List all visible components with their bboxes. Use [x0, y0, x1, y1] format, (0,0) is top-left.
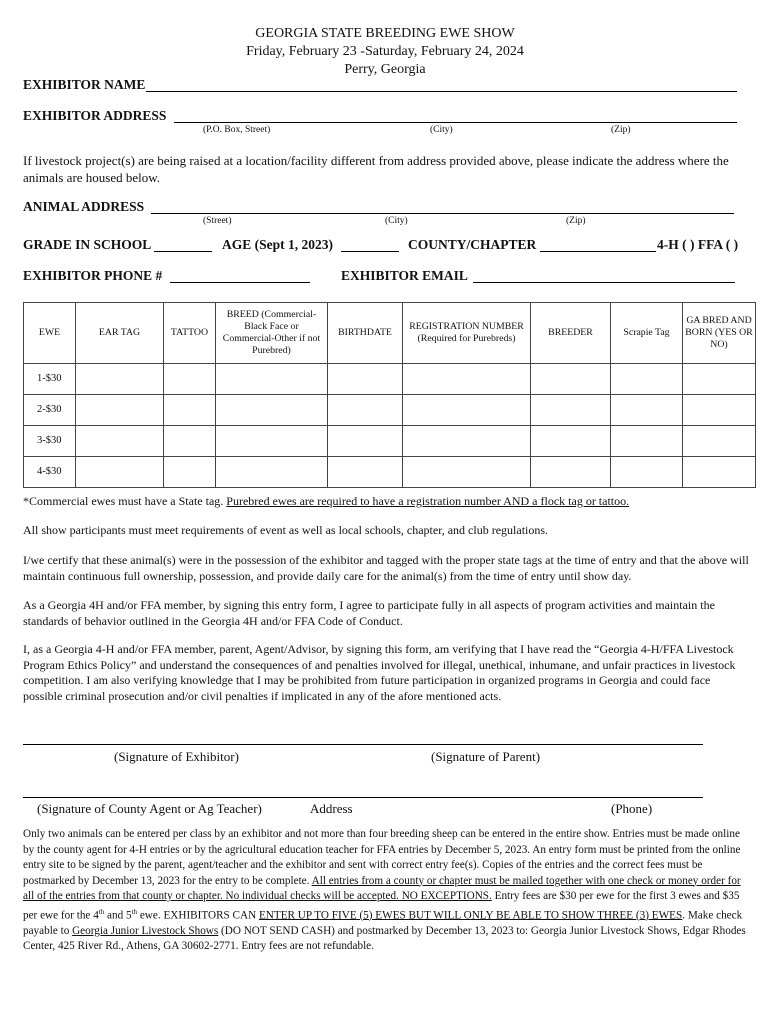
- agent-phone-label: (Phone): [611, 801, 653, 816]
- table-cell[interactable]: [164, 364, 216, 395]
- age-field[interactable]: [341, 251, 399, 252]
- table-cell[interactable]: [531, 426, 611, 457]
- table-cell[interactable]: [328, 364, 403, 395]
- instructions-text: (DO NOT SEND CASH) and postmarked by December 13, 2023 to: Georgia Junior Livestock Shows, Edgar Rhodes Center, 425 River Rd., Athens, GA 30602-2771. Entry fees are not refundable.: [23, 924, 746, 953]
- table-cell[interactable]: [611, 457, 683, 488]
- exhibitor-address-field[interactable]: [174, 122, 737, 123]
- club-selection[interactable]: 4-H ( ) FFA ( ): [657, 237, 739, 252]
- row-label: 2-$30: [24, 395, 76, 426]
- instructions-entry-limit: ENTER UP TO FIVE (5) EWES BUT WILL ONLY BE ABLE TO SHOW THREE (3) EWES: [258, 909, 683, 922]
- table-cell[interactable]: [328, 457, 403, 488]
- instructions-text: Only two animals can be entered per class by an exhibitor and not more than four breeding sheep can be entered in the entire show. Entries must be made online by the county agent for 4-H entries or by the agricultural education teacher for FFA entries by December 5, 2023. An entry form must be printed from the online entry site to be signed by the parent, agent/teacher and the exhibitor and sent with correct entry fee(s). Copies of the entries and the correct fees must be postmarked by December 13, 2023 for the entry to be complete.: [23, 828, 741, 887]
- table-cell[interactable]: [76, 457, 164, 488]
- superscript: th: [131, 907, 138, 916]
- col-scrapie-tag: Scrapie Tag: [611, 303, 683, 364]
- certify-note: I/we certify that these animal(s) were in the possession of the exhibitor and tagged with the proper state tags at the time of entry and that the above will maintain continuous full ownership, possession, and provide daily care for the animal(s) from the time of entry until show day.: [23, 553, 749, 583]
- address-zip-caption: (Zip): [611, 125, 631, 135]
- commercial-note: [23, 494, 751, 510]
- show-location: Perry, Georgia: [344, 62, 426, 77]
- table-cell[interactable]: [683, 364, 756, 395]
- email-field[interactable]: [473, 282, 735, 283]
- table-cell[interactable]: [216, 364, 328, 395]
- instructions-mailing-rule: All entries from a county or chapter must be mailed together with one check or money order for all of the entries from that county or chapter. No individual checks will be accepted. NO EXCEPTIONS.: [23, 874, 741, 902]
- table-cell[interactable]: [164, 457, 216, 488]
- address-city-caption: (City): [430, 125, 453, 135]
- page-title: GEORGIA STATE BREEDING EWE SHOW: [255, 26, 515, 41]
- table-cell[interactable]: [216, 457, 328, 488]
- table-cell[interactable]: [328, 395, 403, 426]
- col-tattoo: TATTOO: [164, 303, 216, 364]
- ethics-note: I, as a Georgia 4-H and/or FFA member, parent, Agent/Advisor, by signing this form, am verifying that I have read the “Georgia 4-H/FFA Livestock Program Ethics Policy” and understand the consequences of and penalties involved for illegal, unethical, inhumane, and unfair practices in livestock competition. I am also verifying knowledge that I may be prohibited from future participation in organized programs in Georgia and could face possible criminal prosecution and/or civil penalties if implicated in any of the afore mentioned acts.: [23, 642, 736, 703]
- col-breeder: BREEDER: [531, 303, 611, 364]
- animal-address-field[interactable]: [151, 213, 734, 214]
- show-dates: Friday, February 23 -Saturday, February 24, 2024: [246, 44, 524, 59]
- age-label: AGE (Sept 1, 2023): [222, 237, 333, 252]
- county-field[interactable]: [540, 251, 656, 252]
- table-cell[interactable]: [403, 364, 531, 395]
- table-row: [24, 457, 756, 488]
- table-cell[interactable]: [531, 395, 611, 426]
- rules-note: All show participants must meet requirements of event as well as local schools, chapter, and club regulations.: [23, 523, 549, 537]
- location-note: If livestock project(s) are being raised at a location/facility different from address provided above, please indicate the address where the animals are housed below.: [23, 153, 729, 185]
- row-label: 3-$30: [24, 426, 76, 457]
- table-cell[interactable]: [611, 426, 683, 457]
- table-cell[interactable]: [531, 364, 611, 395]
- col-ga-bred: GA BRED AND BORN (YES OR NO): [683, 303, 756, 364]
- col-ear-tag: EAR TAG: [76, 303, 164, 364]
- member-note: As a Georgia 4H and/or FFA member, by signing this entry form, I agree to participate fully in all aspects of program activities and maintain the standards of behavior outlined in the Georgia 4H and/or FFA Code of Conduct.: [23, 598, 715, 628]
- table-cell[interactable]: [76, 395, 164, 426]
- animal-street-caption: (Street): [203, 216, 232, 226]
- col-breed: BREED (Commercial-Black Face or Commercial-Other if not Purebred): [216, 303, 328, 364]
- entry-table: [23, 302, 756, 488]
- table-cell[interactable]: [164, 426, 216, 457]
- agent-address-label: Address: [310, 801, 353, 816]
- signature-line-agent[interactable]: [23, 797, 703, 798]
- table-cell[interactable]: [216, 426, 328, 457]
- table-cell[interactable]: [611, 364, 683, 395]
- phone-field[interactable]: [170, 282, 310, 283]
- animal-address-label: ANIMAL ADDRESS: [23, 199, 145, 214]
- table-cell[interactable]: [683, 426, 756, 457]
- row-label: 1-$30: [24, 364, 76, 395]
- signature-parent-label: (Signature of Parent): [431, 749, 541, 764]
- instructions-text: ewe. EXHIBITORS CAN: [137, 909, 259, 922]
- table-cell[interactable]: [531, 457, 611, 488]
- table-row: [24, 364, 756, 395]
- instructions-text: . Make check payable to: [23, 909, 743, 937]
- table-cell[interactable]: [403, 457, 531, 488]
- animal-zip-caption: (Zip): [566, 216, 586, 226]
- commercial-note-text: *Commercial ewes must have a State tag.: [23, 494, 227, 508]
- table-cell[interactable]: [683, 457, 756, 488]
- grade-field[interactable]: [154, 251, 212, 252]
- table-cell[interactable]: [216, 395, 328, 426]
- table-cell[interactable]: [76, 426, 164, 457]
- email-label: EXHIBITOR EMAIL: [341, 268, 468, 283]
- signature-agent-label: (Signature of County Agent or Ag Teacher): [37, 801, 262, 816]
- table-cell[interactable]: [611, 395, 683, 426]
- table-cell[interactable]: [164, 395, 216, 426]
- col-ewe: EWE: [24, 303, 76, 364]
- signature-exhibitor-label: (Signature of Exhibitor): [114, 749, 239, 764]
- table-header-row: [24, 303, 756, 364]
- signature-line-exhibitor-parent[interactable]: [23, 744, 703, 745]
- exhibitor-name-field[interactable]: [146, 91, 737, 92]
- animal-city-caption: (City): [385, 216, 408, 226]
- exhibitor-name-label: EXHIBITOR NAME: [23, 77, 146, 92]
- row-label: 4-$30: [24, 457, 76, 488]
- instructions-payee: Georgia Junior Livestock Shows: [72, 924, 219, 937]
- superscript: th: [98, 907, 105, 916]
- phone-label: EXHIBITOR PHONE #: [23, 268, 163, 283]
- purebred-note-text: Purebred ewes are required to have a registration number AND a flock tag or tattoo.: [226, 494, 630, 508]
- table-cell[interactable]: [328, 426, 403, 457]
- table-row: [24, 395, 756, 426]
- table-cell[interactable]: [403, 426, 531, 457]
- table-cell[interactable]: [403, 395, 531, 426]
- table-cell[interactable]: [76, 364, 164, 395]
- table-cell[interactable]: [683, 395, 756, 426]
- county-label: COUNTY/CHAPTER: [408, 237, 537, 252]
- instructions-text: Entry fees are $30 per ewe for the first 3 ewes and $35 per ewe for the 4: [23, 890, 740, 922]
- address-street-caption: (P.O. Box, Street): [203, 125, 271, 135]
- col-registration: REGISTRATION NUMBER (Required for Purebreds): [403, 303, 531, 364]
- grade-label: GRADE IN SCHOOL: [23, 237, 152, 252]
- col-birthdate: BIRTHDATE: [328, 303, 403, 364]
- entry-instructions: [23, 827, 751, 955]
- exhibitor-address-label: EXHIBITOR ADDRESS: [23, 108, 167, 123]
- instructions-text: and 5: [104, 909, 132, 922]
- table-row: [24, 426, 756, 457]
